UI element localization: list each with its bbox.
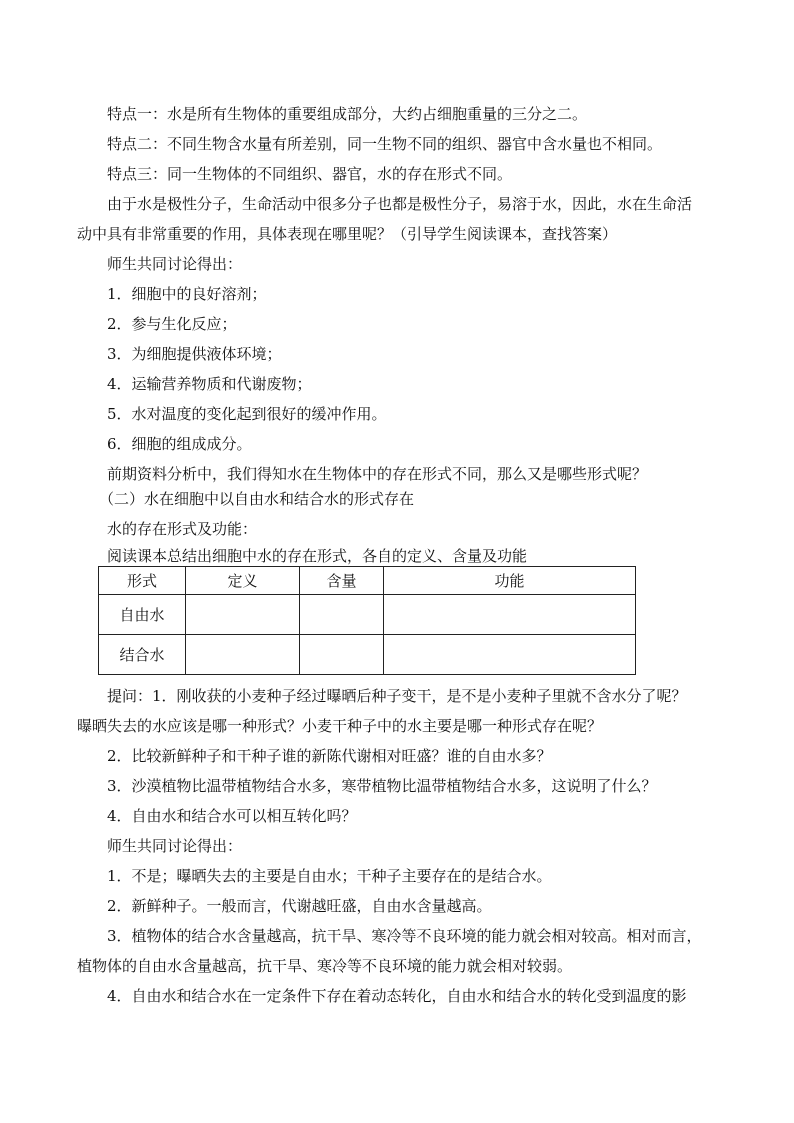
text-line: 植物体的自由水含量越高，抗干旱、寒冷等不良环境的能力就会相对较弱。 <box>77 957 573 975</box>
table-row <box>99 635 636 675</box>
text-line: 由于水是极性分子，生命活动中很多分子也都是极性分子，易溶于水，因此，水在生命活 <box>107 195 693 213</box>
list-item: 4．自由水和结合水可以相互转化吗？ <box>107 807 357 825</box>
table-row <box>99 595 636 635</box>
text-line: 师生共同讨论得出： <box>107 837 243 855</box>
list-item: 2．比较新鲜种子和干种子谁的新陈代谢相对旺盛？谁的自由水多？ <box>107 747 552 765</box>
water-forms-table <box>98 566 636 675</box>
text-line: 特点二：不同生物含水量有所差别，同一生物不同的组织、器官中含水量也不相同。 <box>107 135 663 153</box>
text-line: 特点三：同一生物体的不同组织、器官，水的存在形式不同。 <box>107 165 513 183</box>
text-line: 动中具有非常重要的作用，具体表现在哪里呢？（引导学生阅读课本，查找答案） <box>77 225 618 243</box>
table-cell: 自由水 <box>99 595 186 635</box>
list-item: 2．参与生化反应； <box>107 315 237 333</box>
list-item: 1．细胞中的良好溶剂； <box>107 285 267 303</box>
section-heading: （二）水在细胞中以自由水和结合水的形式存在 <box>99 490 415 508</box>
table-header-cell: 形式 <box>99 567 186 595</box>
table-cell <box>186 595 300 635</box>
list-item: 2．新鲜种子。一般而言，代谢越旺盛，自由水含量越高。 <box>107 897 492 915</box>
table-header-row <box>99 567 636 595</box>
table-cell <box>300 635 384 675</box>
table-caption: 阅读课本总结出细胞中水的存在形式，各自的定义、含量及功能 <box>107 547 528 565</box>
list-item: 4．自由水和结合水在一定条件下存在着动态转化，自由水和结合水的转化受到温度的影 <box>107 987 687 1005</box>
text-line: 提问：1．刚收获的小麦种子经过曝晒后种子变干，是不是小麦种子里就不含水分了呢？ <box>107 687 687 705</box>
list-item: 3．沙漠植物比温带植物结合水多，寒带植物比温带植物结合水多，这说明了什么？ <box>107 777 657 795</box>
table-cell <box>186 635 300 675</box>
list-item: 6．细胞的组成成分。 <box>107 435 252 453</box>
text-line: 特点一：水是所有生物体的重要组成部分，大约占细胞重量的三分之二。 <box>107 105 588 123</box>
list-item: 4．运输营养物质和代谢废物； <box>107 375 312 393</box>
text-line: 曝晒失去的水应该是哪一种形式？小麦干种子中的水主要是哪一种形式存在呢？ <box>77 717 603 735</box>
table-cell <box>384 635 636 675</box>
table-cell <box>384 595 636 635</box>
text-line: 水的存在形式及功能： <box>107 520 258 538</box>
text-line: 师生共同讨论得出： <box>107 255 243 273</box>
text-line: 前期资料分析中，我们得知水在生物体中的存在形式不同，那么又是哪些形式呢？ <box>107 465 648 483</box>
list-item: 3．为细胞提供液体环境； <box>107 345 282 363</box>
list-item: 3．植物体的结合水含量越高，抗干旱、寒冷等不良环境的能力就会相对较高。相对而言， <box>107 927 702 945</box>
table-header-cell: 含量 <box>300 567 384 595</box>
table-cell <box>300 595 384 635</box>
list-item: 1．不是；曝晒失去的主要是自由水；干种子主要存在的是结合水。 <box>107 867 552 885</box>
table-header-cell: 功能 <box>384 567 636 595</box>
table-cell: 结合水 <box>99 635 186 675</box>
list-item: 5．水对温度的变化起到很好的缓冲作用。 <box>107 405 387 423</box>
table-header-cell: 定义 <box>186 567 300 595</box>
